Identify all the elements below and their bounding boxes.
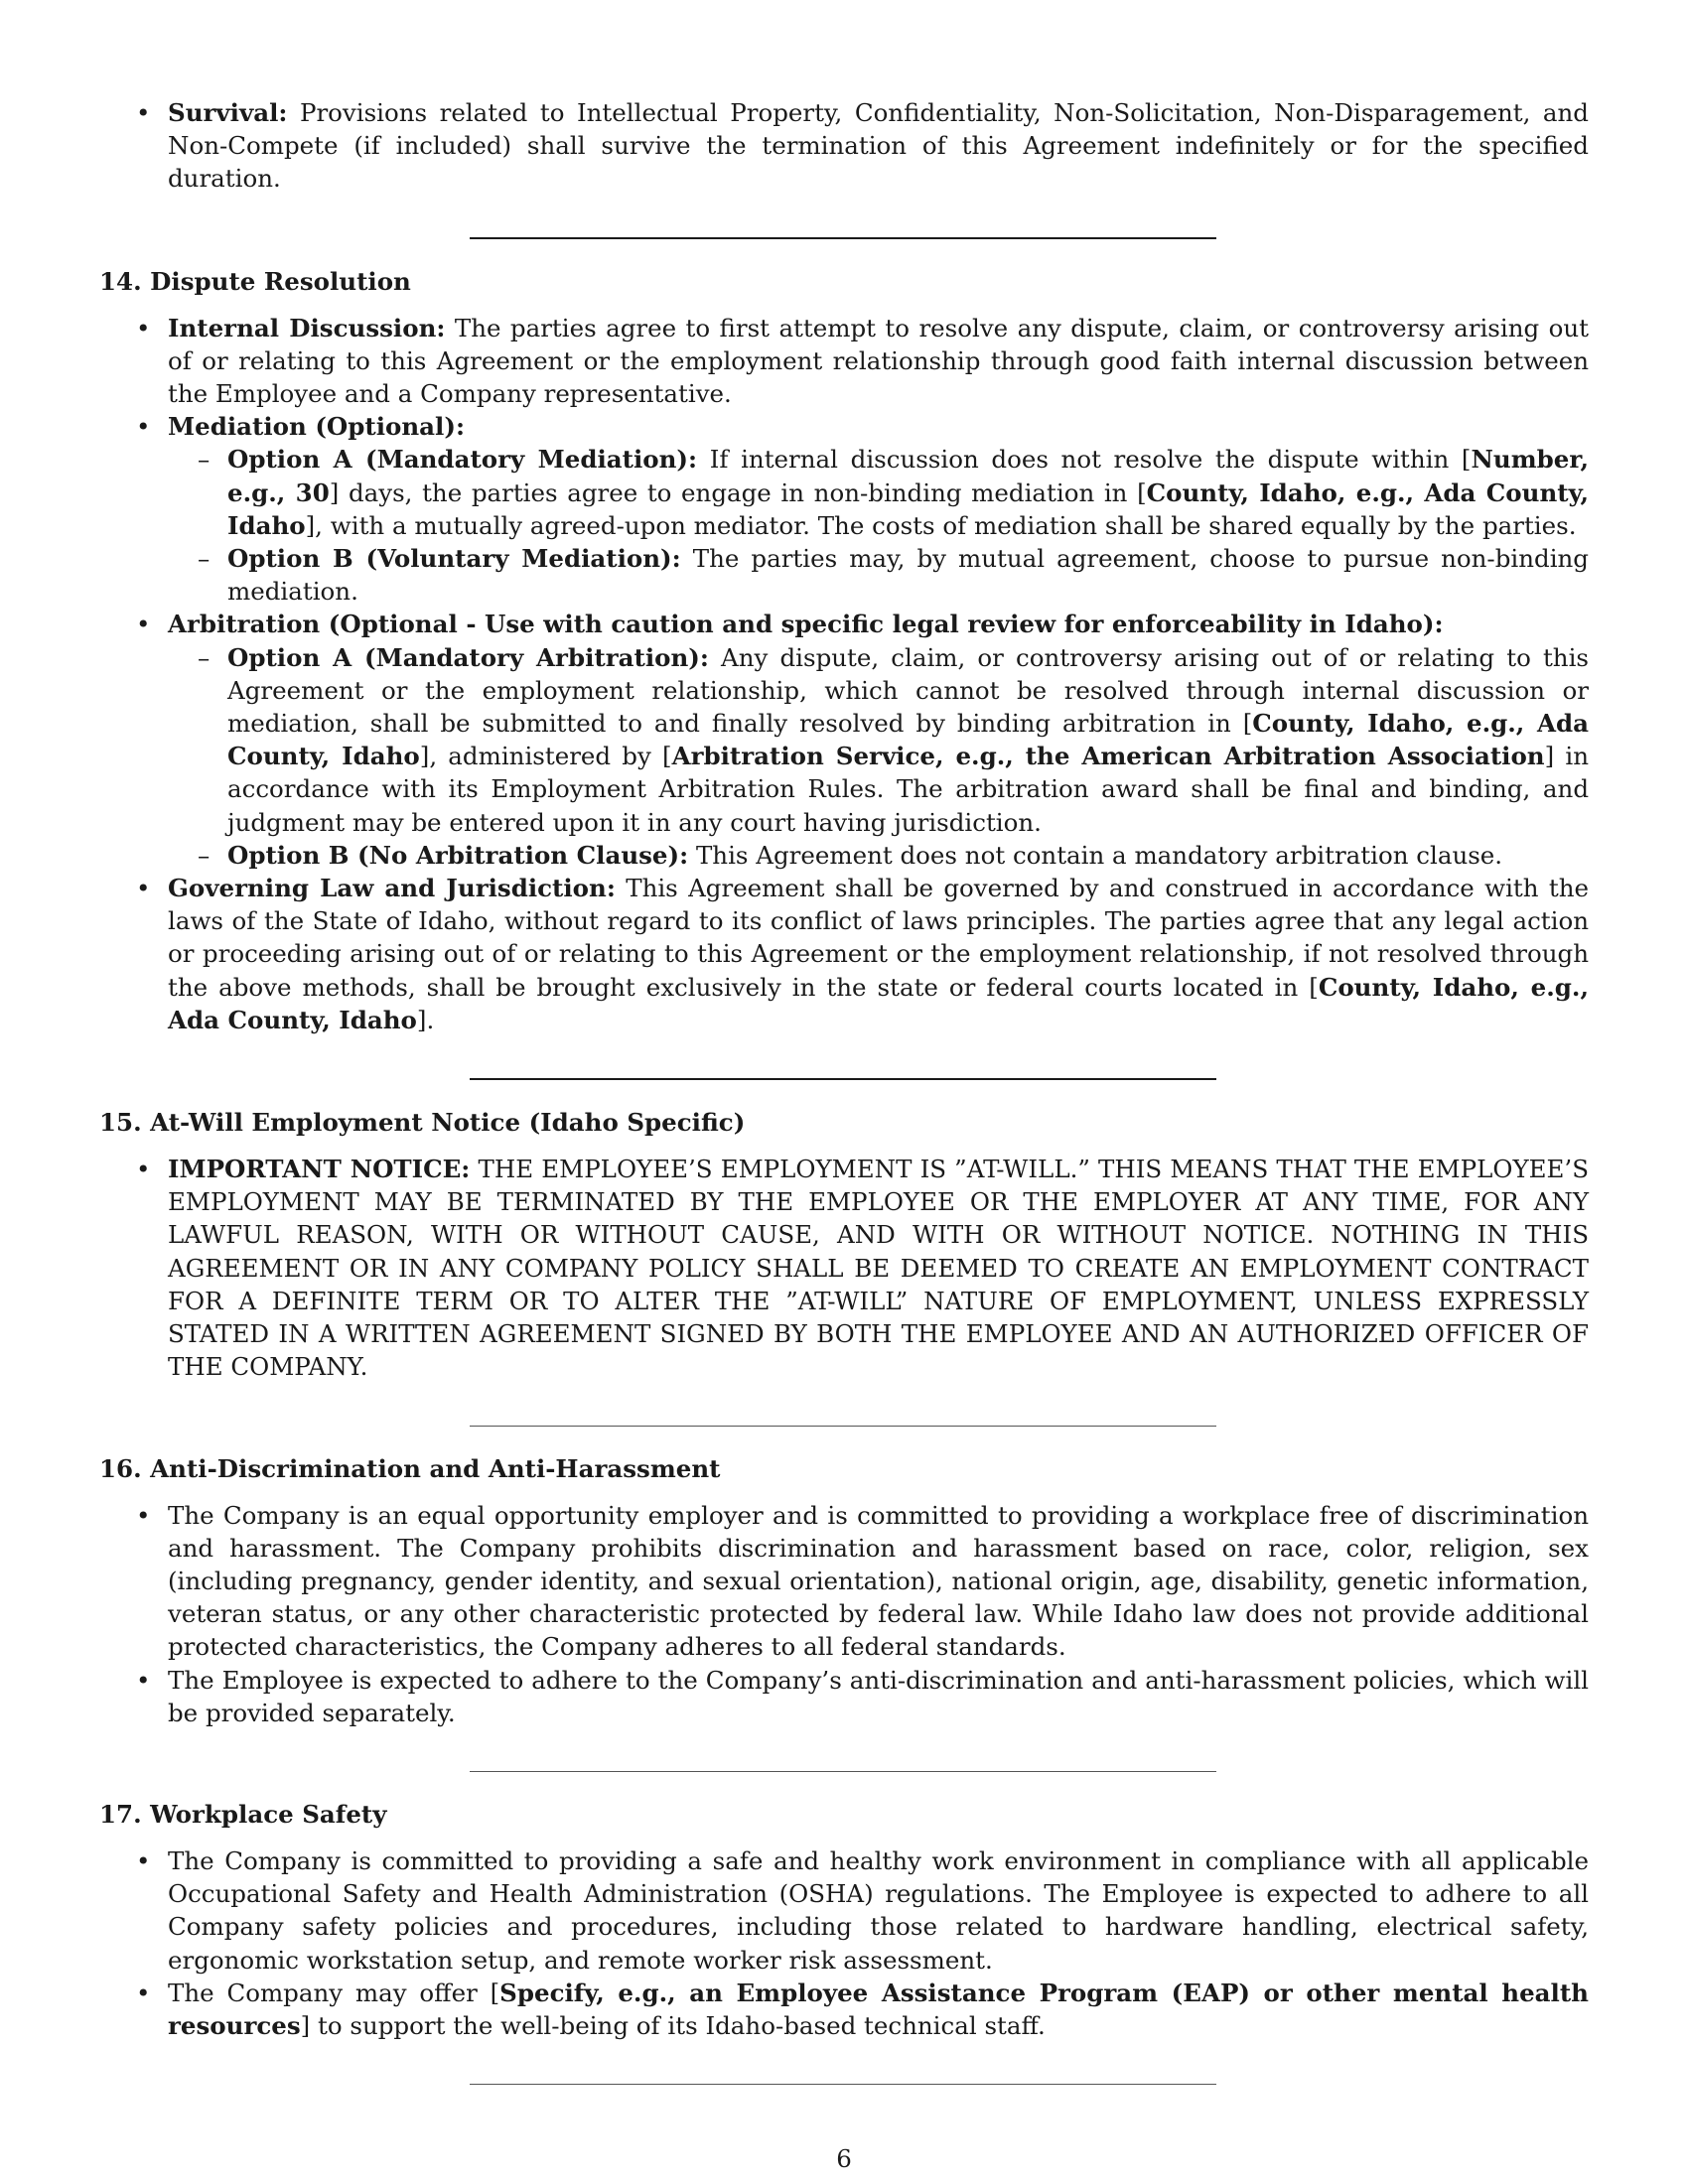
list-item: [168, 542, 1589, 608]
page-number: 6: [836, 2144, 852, 2173]
survival-list: [99, 96, 1589, 196]
item-label: Arbitration (Optional - Use with caution and specific legal review for enforceability in Idaho):: [168, 610, 1444, 639]
section-heading: 16. Anti-Discrimination and Anti-Harassment: [99, 1453, 721, 1483]
item-text: Provisions related to Intellectual Property, Confidentiality, Non-Solicitation, Non-Disparagement, and Non-Compete (if included) shall survive the termination of this Agreement indefinitely or for the specified duration.: [168, 98, 1589, 194]
item-label: Option B (No Arbitration Clause):: [227, 840, 689, 870]
arbitration-options: [168, 641, 1589, 872]
section-divider: [470, 237, 1216, 239]
placeholder-text: Specify, e.g., an Employee Assistance Program (EAP) or other mental health resources: [168, 1978, 1589, 2040]
list-item: [99, 872, 1589, 1036]
section-divider: [470, 1426, 1216, 1427]
section-heading: 15. At-Will Employment Notice (Idaho Specific): [99, 1108, 746, 1138]
list-item: [99, 608, 1589, 872]
item-text: ], with a mutually agreed-upon mediator. The costs of mediation shall be shared equally by the parties.: [305, 510, 1577, 540]
list-item: [99, 1153, 1589, 1383]
list-item: • The Company is committed to providing a safe and healthy work environment in compliance with all applicable Occupational Safety and Health Administration (OSHA) regulations. The Employee is expected to adhere to all Company safety policies and procedures, including those related to hardware handling, electrical safety, ergonomic workstation setup, and remote worker risk assessment.: [99, 1844, 1589, 1977]
list-item: [168, 443, 1589, 542]
dispute-resolution-list: [99, 312, 1589, 1036]
item-text: ] days, the parties agree to engage in non-binding mediation in [: [329, 478, 1147, 507]
at-will-list: [99, 1153, 1589, 1383]
anti-discrimination-list: [99, 1499, 1589, 1729]
item-text: ], administered by [: [419, 742, 672, 771]
mediation-options: [168, 443, 1589, 608]
item-label: Internal Discussion:: [168, 313, 446, 342]
workplace-safety-list: [99, 1844, 1589, 2042]
item-text: THE EMPLOYEE’S EMPLOYMENT IS ”AT-WILL.” THIS MEANS THAT THE EMPLOYEE’S EMPLOYMENT MAY BE TERMINATED BY THE EMPLOYEE OR THE EMPLOYER AT ANY TIME, FOR ANY LAWFUL REASON, WITH OR WITHOUT CAUSE, AND WITH OR WITHOUT NOTICE. NOTHING IN THIS AGREEMENT OR IN ANY COMPANY POLICY SHALL BE DEEMED TO CREATE AN EMPLOYMENT CONTRACT FOR A DEFINITE TERM OR TO ALTER THE ”AT-WILL” NATURE OF EMPLOYMENT, UNLESS EXPRESSLY STATED IN A WRITTEN AGREEMENT SIGNED BY BOTH THE EMPLOYEE AND AN AUTHORIZED OFFICER OF THE COMPANY.: [168, 1155, 1589, 1382]
item-text: ] to support the well-being of its Idaho-based technical staff.: [300, 2010, 1046, 2040]
item-label: Option A (Mandatory Arbitration):: [227, 642, 709, 672]
item-text: Any dispute, claim, or controversy arising out of or relating to this Agreement or the employment relationship, which cannot be resolved through internal discussion or mediation, shall be submitted to and finally resolved by binding arbitration in [: [227, 642, 1589, 739]
placeholder-text: County, Idaho, e.g., Ada County, Idaho: [227, 709, 1589, 771]
item-text: The Company may offer [: [168, 1978, 500, 2007]
list-item: [168, 641, 1589, 839]
section-divider: [470, 1771, 1216, 1772]
section-heading: 17. Workplace Safety: [99, 1799, 387, 1829]
list-item: [168, 839, 1589, 872]
placeholder-text: Number, e.g., 30: [227, 445, 1589, 507]
section-heading: 14. Dispute Resolution: [99, 266, 411, 296]
item-label: Survival:: [168, 98, 288, 127]
item-text: The parties agree to first attempt to resolve any dispute, claim, or controversy arising out of or relating to this Agreement or the employment relationship through good faith internal discussion between the Employee and a Company representative.: [168, 313, 1589, 409]
section-divider: [470, 1078, 1216, 1080]
list-item: [99, 312, 1589, 411]
section-divider: [470, 2084, 1216, 2085]
list-item: • The Company is an equal opportunity employer and is committed to providing a workplace free of discrimination and harassment. The Company prohibits discrimination and harassment based on race, color, religion, sex (including pregnancy, gender identity, and sexual orientation), national origin, age, disability, genetic information, veteran status, or any other characteristic protected by federal law. While Idaho law does not provide additional protected characteristics, the Company adheres to all federal standards.: [99, 1499, 1589, 1664]
item-text: ].: [416, 1005, 435, 1034]
item-label: Option A (Mandatory Mediation):: [227, 445, 698, 475]
item-text: ] in accordance with its Employment Arbitration Rules. The arbitration award shall be final and binding, and judgment may be entered upon it in any court having jurisdiction.: [227, 742, 1589, 837]
list-item: [99, 410, 1589, 608]
item-text: If internal discussion does not resolve the dispute within [: [697, 445, 1472, 475]
placeholder-text: County, Idaho, e.g., Ada County, Idaho: [168, 972, 1589, 1034]
placeholder-text: Arbitration Service, e.g., the American Arbitration Association: [671, 742, 1545, 771]
list-item: • The Employee is expected to adhere to the Company’s anti-discrimination and anti-harassment policies, which will be provided separately.: [99, 1664, 1589, 1729]
item-text: The parties may, by mutual agreement, choose to pursue non-binding mediation.: [227, 544, 1589, 607]
item-label: Mediation (Optional):: [168, 412, 465, 442]
placeholder-text: County, Idaho, e.g., Ada County, Idaho: [227, 478, 1590, 540]
item-text: This Agreement shall be governed by and construed in accordance with the laws of the State of Idaho, without regard to its conflict of laws principles. The parties agree that any legal action or proceeding arising out of or relating to this Agreement or the employment relationship, if not resolved through the above methods, shall be brought exclusively in the state or federal courts located in [: [168, 874, 1590, 1002]
list-item: [99, 1977, 1589, 2042]
list-item: [99, 96, 1589, 196]
item-label: Option B (Voluntary Mediation):: [227, 544, 681, 574]
item-text: This Agreement does not contain a mandatory arbitration clause.: [688, 840, 1503, 870]
document-page: [99, 96, 1589, 2085]
item-label: Governing Law and Jurisdiction:: [168, 874, 616, 903]
item-label: IMPORTANT NOTICE:: [168, 1155, 471, 1184]
